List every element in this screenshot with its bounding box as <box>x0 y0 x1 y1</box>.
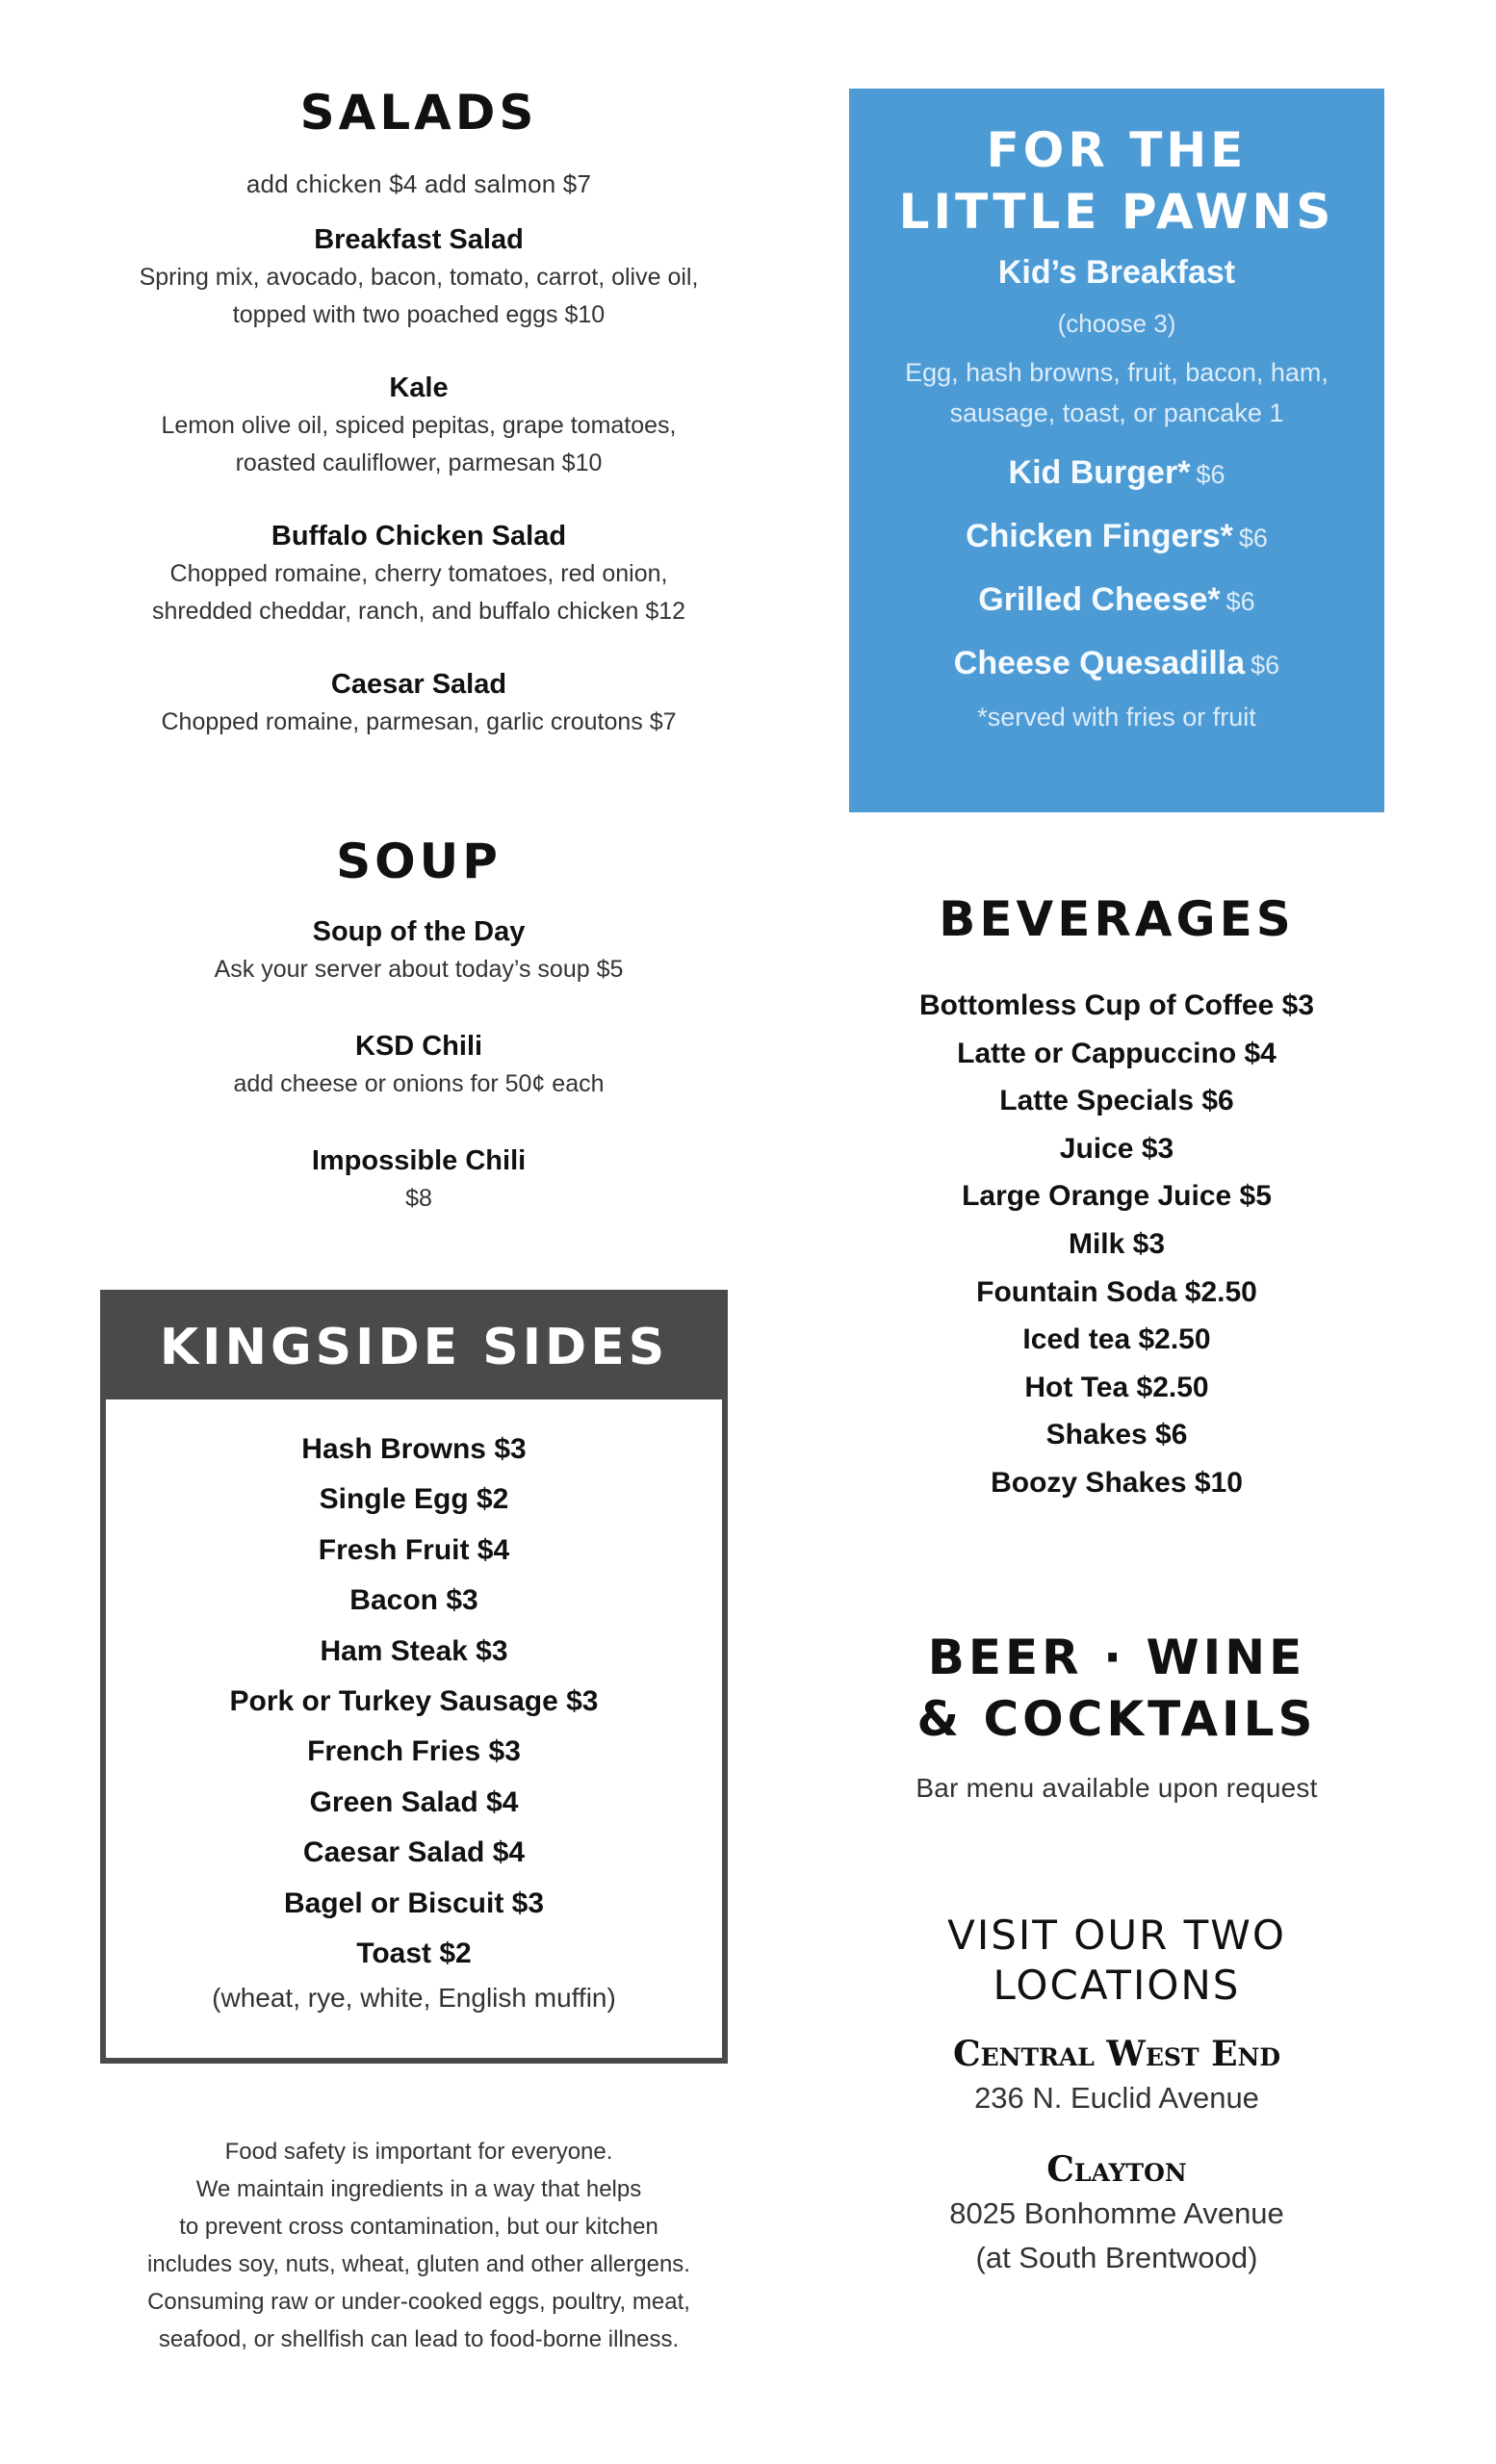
list-item: Ham Steak $3 <box>320 1634 508 1667</box>
item-title: Caesar Salad <box>330 669 507 700</box>
kids-item <box>849 578 1384 624</box>
kids-item-name: Grilled Cheese* <box>978 581 1221 618</box>
menu-item <box>116 1142 722 1218</box>
locations-section <box>849 1911 1384 2280</box>
item-desc: topped with two poached eggs $10 <box>232 301 606 328</box>
item-desc: shredded cheddar, ranch, and buffalo chicken $12 <box>151 598 686 625</box>
item-desc: Spring mix, avocado, bacon, tomato, carrot, olive oil, <box>139 264 699 291</box>
location-address: 236 N. Euclid Avenue <box>974 2081 1259 2115</box>
item-desc: Chopped romaine, cherry tomatoes, red onion, <box>169 560 668 587</box>
salads-heading: SALADS <box>299 85 538 141</box>
kids-item <box>849 641 1384 687</box>
bar-heading-line1: BEER · WINE <box>927 1630 1306 1685</box>
item-title: Buffalo Chicken Salad <box>271 521 567 552</box>
kids-item-price: $6 <box>1251 651 1280 680</box>
item-desc: Chopped romaine, parmesan, garlic croutons $7 <box>161 708 677 735</box>
item-title: Kale <box>389 372 449 403</box>
safety-line: to prevent cross contamination, but our kitchen <box>179 2214 658 2240</box>
list-item: Bottomless Cup of Coffee $3 <box>918 989 1315 1021</box>
item-desc: roasted cauliflower, parmesan $10 <box>235 449 603 476</box>
list-item: Hot Tea $2.50 <box>1024 1371 1209 1403</box>
item-desc: Ask your server about today’s soup $5 <box>214 956 624 983</box>
beverages-list <box>849 982 1384 1507</box>
list-item: Hash Browns $3 <box>301 1433 527 1465</box>
sides-heading: KINGSIDE SIDES <box>106 1296 722 1399</box>
menu-item <box>116 665 722 741</box>
list-item: Large Orange Juice $5 <box>962 1180 1272 1213</box>
item-title: Soup of the Day <box>312 916 526 947</box>
item-desc: Lemon olive oil, spiced pepitas, grape tomatoes, <box>161 412 677 439</box>
item-title: Impossible Chili <box>311 1145 527 1176</box>
menu-item <box>116 912 722 988</box>
kids-heading-line2: LITTLE PAWNS <box>898 184 1335 240</box>
list-item: Latte Specials $6 <box>999 1085 1234 1117</box>
kids-heading-line1: FOR THE <box>986 122 1248 178</box>
kids-breakfast-title: Kid’s Breakfast <box>997 254 1236 291</box>
kids-breakfast-desc-line: sausage, toast, or pancake 1 <box>949 398 1284 427</box>
safety-line: includes soy, nuts, wheat, gluten and other allergens. <box>147 2251 690 2277</box>
kids-item <box>849 450 1384 497</box>
bar-note: Bar menu available upon request <box>916 1773 1318 1803</box>
bar-section <box>849 1627 1384 1804</box>
safety-line: Food safety is important for everyone. <box>224 2139 613 2165</box>
list-item: Bagel or Biscuit $3 <box>283 1886 545 1919</box>
list-item: Shakes $6 <box>1045 1419 1188 1451</box>
beverages-heading: BEVERAGES <box>939 891 1295 947</box>
item-desc: add cheese or onions for 50¢ each <box>233 1070 605 1097</box>
kids-item-price: $6 <box>1196 460 1225 489</box>
kids-item-name: Cheese Quesadilla <box>953 645 1246 681</box>
menu-item <box>116 220 722 334</box>
kids-breakfast-sub: (choose 3) <box>1057 309 1176 338</box>
list-item: Bacon $3 <box>349 1584 478 1617</box>
menu-item <box>116 369 722 482</box>
list-item: Toast $2 <box>356 1938 472 1970</box>
list-item: Milk $3 <box>1068 1227 1166 1260</box>
kids-menu-box <box>849 89 1384 812</box>
kids-breakfast-desc <box>849 352 1384 433</box>
kids-item <box>849 514 1384 560</box>
kids-item-price: $6 <box>1238 524 1268 552</box>
location-address: (at South Brentwood) <box>975 2241 1258 2274</box>
soup-heading: SOUP <box>336 834 502 889</box>
location-name: Clayton <box>1046 2149 1187 2190</box>
list-item: Boozy Shakes $10 <box>991 1466 1243 1499</box>
kids-item-name: Chicken Fingers* <box>966 518 1233 554</box>
list-item: French Fries $3 <box>307 1735 521 1768</box>
kids-breakfast-desc-line: Egg, hash browns, fruit, bacon, ham, <box>905 358 1328 387</box>
menu-item <box>116 1027 722 1103</box>
list-item: Iced tea $2.50 <box>1022 1323 1211 1356</box>
location-name: Central West End <box>952 2034 1281 2074</box>
item-desc: $8 <box>405 1185 432 1212</box>
list-item: Pork or Turkey Sausage $3 <box>229 1685 599 1718</box>
beverages-section <box>849 891 1384 1507</box>
locations-heading-line2: LOCATIONS <box>993 1962 1241 2009</box>
list-item: Fountain Soda $2.50 <box>976 1275 1257 1308</box>
safety-line: We maintain ingredients in a way that helps <box>195 2176 642 2202</box>
soup-section <box>116 834 722 1218</box>
bar-heading-line2: & COCKTAILS <box>916 1691 1317 1747</box>
list-item: Fresh Fruit $4 <box>318 1533 510 1566</box>
kids-item-name: Kid Burger* <box>1008 454 1191 491</box>
safety-line: Consuming raw or under-cooked eggs, poultry, meat, <box>147 2289 690 2315</box>
salads-addons: add chicken $4 add salmon $7 <box>245 169 592 198</box>
item-title: KSD Chili <box>354 1031 483 1062</box>
location-address: 8025 Bonhomme Avenue <box>949 2196 1284 2230</box>
safety-line: seafood, or shellfish can lead to food-borne illness. <box>158 2326 680 2352</box>
salads-section <box>116 85 722 741</box>
sides-list <box>106 1424 722 1979</box>
item-title: Breakfast Salad <box>314 224 524 255</box>
list-item: Juice $3 <box>1059 1132 1174 1165</box>
list-item: Latte or Cappuccino $4 <box>957 1037 1277 1069</box>
food-safety-notice <box>116 2133 722 2358</box>
list-item: Green Salad $4 <box>309 1785 519 1818</box>
list-item: Single Egg $2 <box>319 1483 509 1516</box>
sides-box <box>100 1290 728 2064</box>
locations-heading-line1: VISIT OUR TWO <box>947 1912 1286 1959</box>
list-item: Caesar Salad $4 <box>302 1836 526 1869</box>
menu-item <box>116 517 722 630</box>
kids-footnote: *served with fries or fruit <box>977 703 1256 732</box>
sides-toast-note: (wheat, rye, white, English muffin) <box>212 1983 616 2014</box>
kids-item-price: $6 <box>1225 587 1255 616</box>
